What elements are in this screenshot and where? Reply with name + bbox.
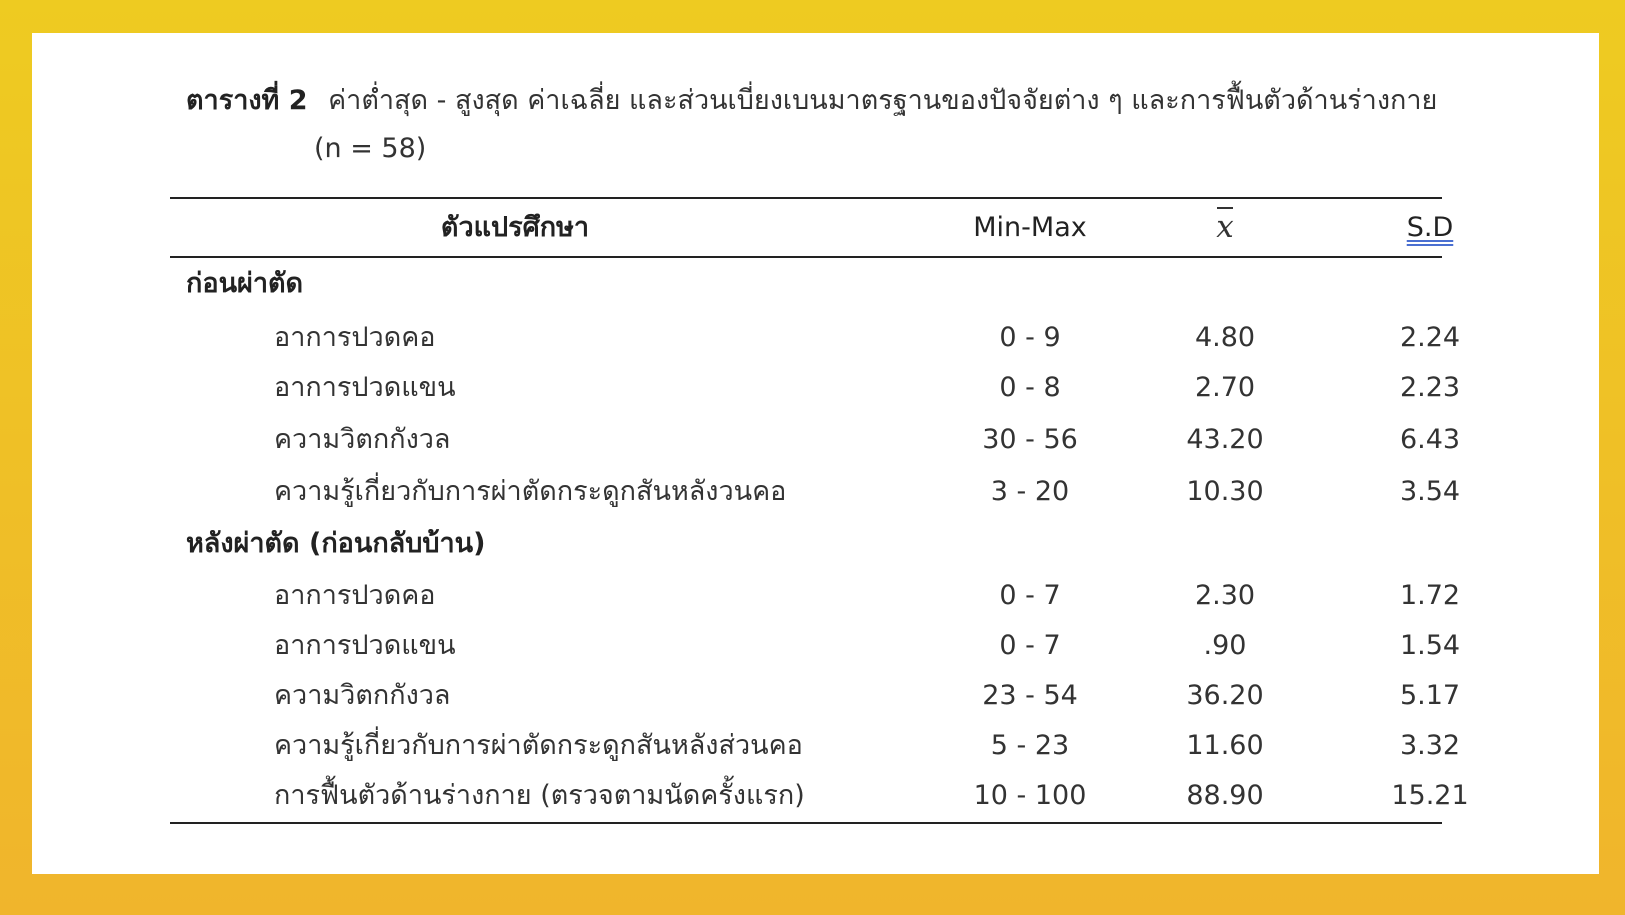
group-row-pre-op [170, 258, 1442, 312]
row-mean: 4.80 [1194, 322, 1256, 353]
row-mean: 2.30 [1194, 580, 1256, 611]
table-row [170, 670, 1461, 720]
row-sd: 1.54 [1399, 630, 1461, 661]
row-sd: 3.54 [1399, 476, 1461, 507]
row-variable: การฟื้นตัวด้านร่างกาย (ตรวจตามนัดครั้งแรก) [274, 780, 805, 811]
header-mean [1125, 199, 1325, 257]
row-sd: 3.32 [1399, 730, 1461, 761]
row-min-max: 5 - 23 [990, 730, 1070, 761]
row-sd: 2.23 [1399, 372, 1461, 403]
document-page [32, 33, 1599, 874]
table-row [170, 720, 1461, 770]
table-row [170, 362, 1461, 414]
table-header-row [170, 199, 1454, 256]
table-row [170, 570, 1461, 620]
row-sd: 5.17 [1399, 680, 1461, 711]
row-variable: อาการปวดคอ [274, 580, 436, 611]
row-mean: 36.20 [1186, 680, 1264, 711]
row-variable: อาการปวดแขน [274, 372, 456, 403]
row-variable: อาการปวดคอ [274, 322, 436, 353]
table-row [170, 466, 1461, 518]
row-sd: 1.72 [1399, 580, 1461, 611]
row-min-max: 10 - 100 [973, 780, 1087, 811]
row-mean: 11.60 [1186, 730, 1264, 761]
row-mean: 10.30 [1186, 476, 1264, 507]
row-mean: .90 [1203, 630, 1247, 661]
row-min-max: 0 - 7 [999, 630, 1061, 661]
row-min-max: 30 - 56 [982, 424, 1078, 455]
group-title: ก่อนผ่าตัด [186, 268, 304, 299]
row-variable: ความรู้เกี่ยวกับการผ่าตัดกระดูกสันหลังส่วนคอ [274, 730, 803, 761]
row-min-max: 23 - 54 [982, 680, 1078, 711]
sd-label: S.D [1406, 212, 1454, 243]
table-row [170, 414, 1461, 466]
row-variable: ความรู้เกี่ยวกับการผ่าตัดกระดูกสันหลังวนคอ [274, 476, 787, 507]
table-row [170, 770, 1469, 822]
row-min-max: 0 - 9 [999, 322, 1061, 353]
table-number: ตารางที่ 2 [186, 85, 308, 116]
row-min-max: 0 - 8 [999, 372, 1061, 403]
row-variable: อาการปวดแขน [274, 630, 456, 661]
row-mean: 2.70 [1194, 372, 1256, 403]
statistics-table [170, 197, 1469, 824]
header-min-max: Min-Max [973, 212, 1087, 243]
row-variable: ความวิตกกังวล [274, 680, 451, 711]
group-title: หลังผ่าตัด (ก่อนกลับบ้าน) [186, 528, 486, 559]
row-min-max: 0 - 7 [999, 580, 1061, 611]
mean-symbol: x [1216, 199, 1233, 256]
row-min-max: 3 - 20 [990, 476, 1070, 507]
table-title: ค่าต่ำสุด - สูงสุด ค่าเฉลี่ย และส่วนเบี่ยงเบนมาตรฐานของปัจจัยต่าง ๆ และการฟื้นตัวด้านร่างกาย [328, 85, 1438, 116]
row-sd: 6.43 [1399, 424, 1461, 455]
table-bottom-rule [170, 822, 1442, 824]
row-variable: ความวิตกกังวล [274, 424, 451, 455]
row-sd: 2.24 [1399, 322, 1461, 353]
row-mean: 88.90 [1186, 780, 1264, 811]
header-variable: ตัวแปรศึกษา [440, 212, 590, 243]
table-caption [186, 77, 1486, 164]
table-row [170, 620, 1461, 670]
header-sd [1330, 199, 1530, 256]
table-row [170, 312, 1461, 362]
sample-size: (n = 58) [314, 133, 427, 164]
row-sd: 15.21 [1391, 780, 1469, 811]
group-row-post-op [170, 518, 1442, 570]
row-mean: 43.20 [1186, 424, 1264, 455]
